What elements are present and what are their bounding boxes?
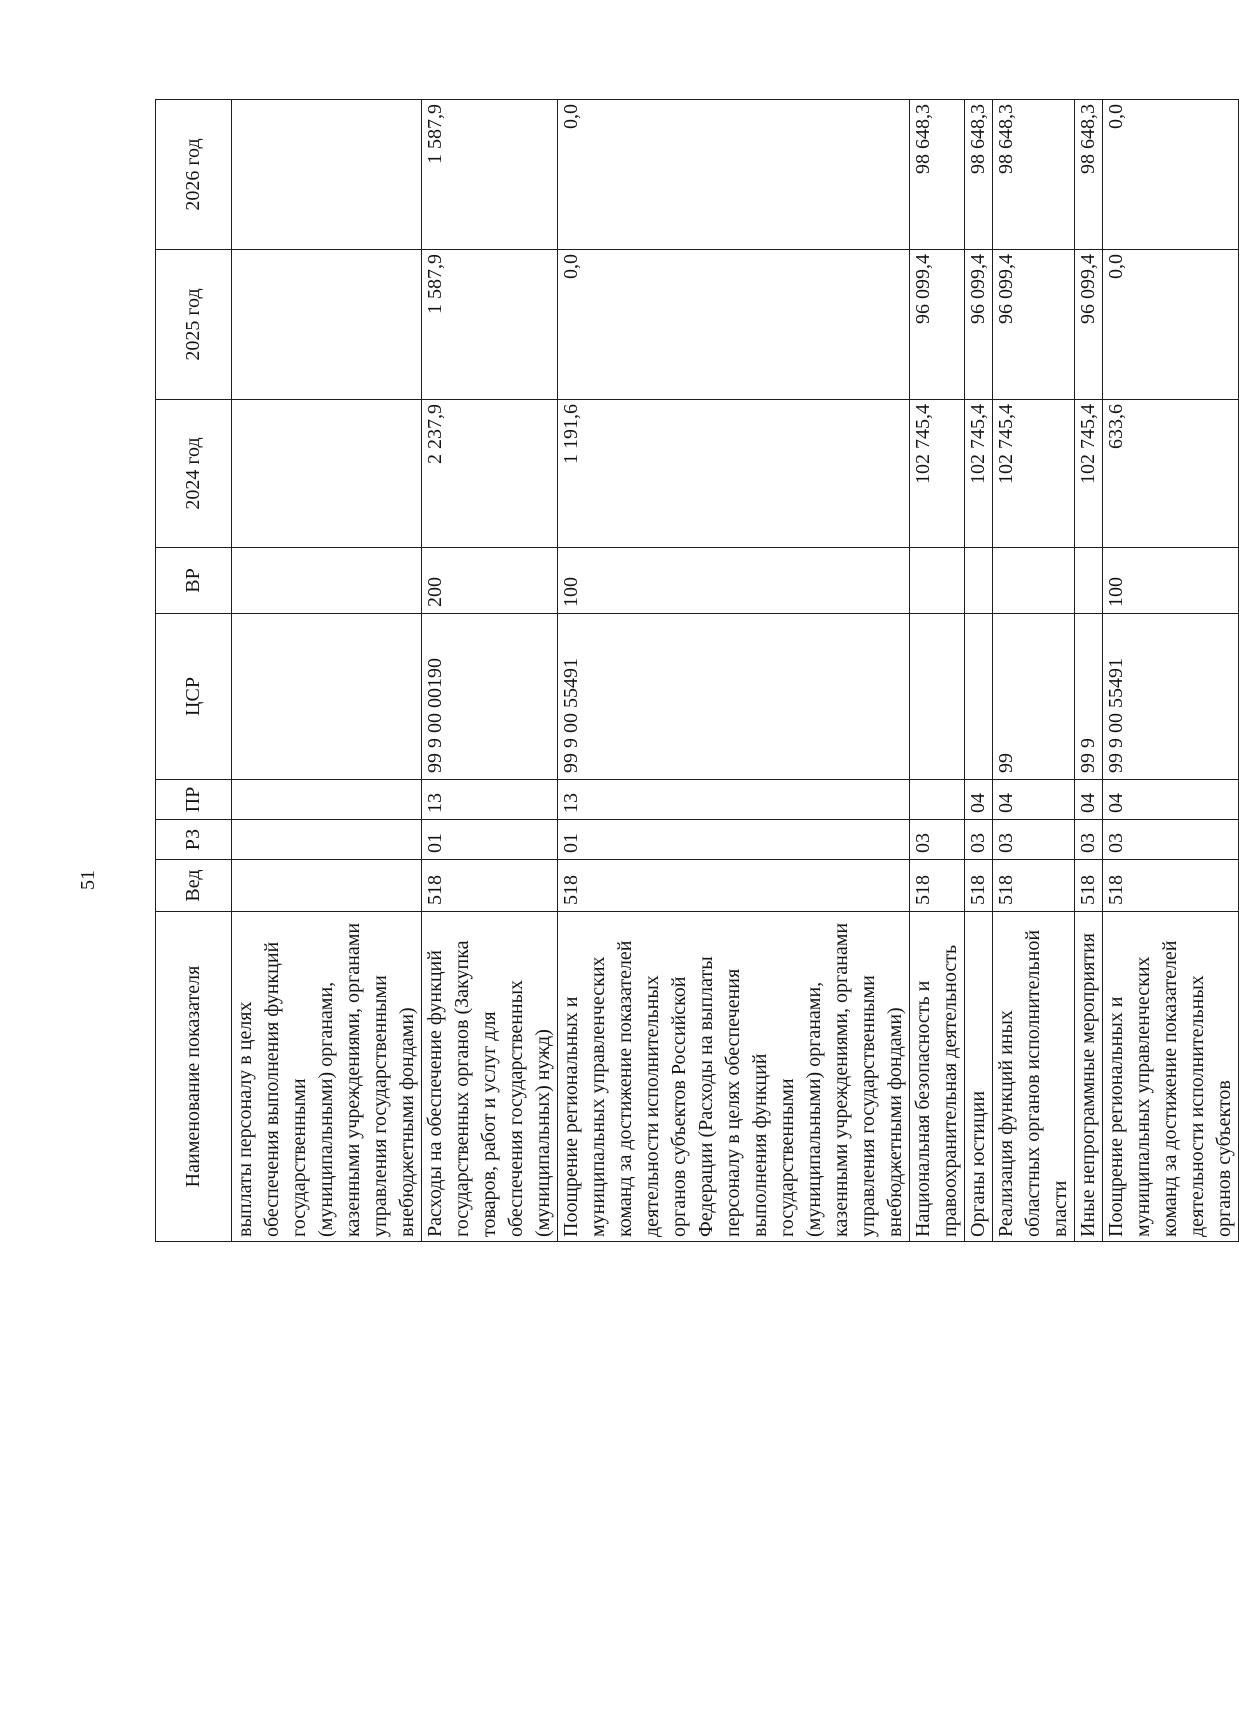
table-row <box>558 100 910 1242</box>
cell-2024: 633,6 <box>1103 400 1239 548</box>
table-header-row <box>156 100 232 1242</box>
table-row <box>1075 100 1103 1242</box>
cell-2026: 0,0 <box>1103 100 1239 250</box>
cell-pr: 04 <box>1075 780 1103 820</box>
cell-ved <box>232 860 422 912</box>
cell-csr <box>910 614 965 780</box>
cell-vr: 100 <box>1103 548 1239 614</box>
cell-pr: 13 <box>558 780 910 820</box>
header-ved: Вед <box>156 860 232 912</box>
table-row <box>232 100 422 1242</box>
cell-name: Иные непрограммные мероприятия <box>1075 912 1103 1242</box>
cell-2026 <box>232 100 422 250</box>
cell-2024: 102 745,4 <box>910 400 965 548</box>
table-row <box>1103 100 1239 1242</box>
cell-vr <box>993 548 1075 614</box>
cell-csr <box>232 614 422 780</box>
cell-2025: 1 587,9 <box>422 250 558 400</box>
budget-table <box>155 99 1239 1242</box>
cell-ved: 518 <box>993 860 1075 912</box>
cell-name: Органы юстиции <box>965 912 993 1242</box>
cell-pr: 04 <box>965 780 993 820</box>
cell-name: выплаты персоналу в целях обеспечения выполнения функций государственными (муниципальными) органами, казенными учреждениями, органами управления государственными внебюджетными фондами) <box>232 912 422 1242</box>
cell-rz <box>232 820 422 860</box>
page-number: 51 <box>77 870 99 890</box>
cell-vr <box>232 548 422 614</box>
cell-rz: 01 <box>422 820 558 860</box>
cell-rz: 03 <box>910 820 965 860</box>
table-row <box>422 100 558 1242</box>
cell-ved: 518 <box>1075 860 1103 912</box>
cell-vr <box>965 548 993 614</box>
header-csr: ЦСР <box>156 614 232 780</box>
cell-ved: 518 <box>910 860 965 912</box>
cell-2024: 102 745,4 <box>965 400 993 548</box>
rotated-table-container <box>155 100 1235 1242</box>
cell-ved: 518 <box>558 860 910 912</box>
cell-csr <box>965 614 993 780</box>
cell-pr: 04 <box>993 780 1075 820</box>
cell-2024 <box>232 400 422 548</box>
cell-2025: 96 099,4 <box>993 250 1075 400</box>
cell-pr <box>910 780 965 820</box>
cell-csr: 99 9 <box>1075 614 1103 780</box>
cell-csr: 99 9 00 00190 <box>422 614 558 780</box>
cell-2026: 98 648,3 <box>965 100 993 250</box>
cell-name: Поощрение региональных и муниципальных управленческих команд за достижение показателей деятельности исполнительных органов субъектов <box>1103 912 1239 1242</box>
cell-csr: 99 9 00 55491 <box>558 614 910 780</box>
table-row <box>965 100 993 1242</box>
cell-2026: 1 587,9 <box>422 100 558 250</box>
cell-2026: 0,0 <box>558 100 910 250</box>
cell-pr: 04 <box>1103 780 1239 820</box>
table-row <box>910 100 965 1242</box>
cell-2024: 1 191,6 <box>558 400 910 548</box>
cell-vr <box>1075 548 1103 614</box>
header-vr: ВР <box>156 548 232 614</box>
cell-2025: 96 099,4 <box>965 250 993 400</box>
cell-rz: 03 <box>965 820 993 860</box>
header-pr: ПР <box>156 780 232 820</box>
cell-name: Национальная безопасность и правоохранительная деятельность <box>910 912 965 1242</box>
cell-2026: 98 648,3 <box>1075 100 1103 250</box>
cell-ved: 518 <box>965 860 993 912</box>
cell-name: Поощрение региональных и муниципальных управленческих команд за достижение показателей деятельности исполнительных органов субъектов Российской Федерации (Расходы на выплаты персоналу в целях обеспечения выполнения функций государственными (муниципальными) органами, казенными учреждениями, органами управления государственными внебюджетными фондами) <box>558 912 910 1242</box>
cell-rz: 01 <box>558 820 910 860</box>
cell-2026: 98 648,3 <box>910 100 965 250</box>
header-name: Наименование показателя <box>156 912 232 1242</box>
header-rz: РЗ <box>156 820 232 860</box>
cell-ved: 518 <box>1103 860 1239 912</box>
header-2025: 2025 год <box>156 250 232 400</box>
cell-2026: 98 648,3 <box>993 100 1075 250</box>
cell-vr: 100 <box>558 548 910 614</box>
cell-ved: 518 <box>422 860 558 912</box>
cell-vr <box>910 548 965 614</box>
cell-name: Реализация функций иных областных органов исполнительной власти <box>993 912 1075 1242</box>
cell-rz: 03 <box>993 820 1075 860</box>
cell-2025: 96 099,4 <box>910 250 965 400</box>
cell-2024: 102 745,4 <box>1075 400 1103 548</box>
cell-2025 <box>232 250 422 400</box>
cell-2025: 96 099,4 <box>1075 250 1103 400</box>
header-2024: 2024 год <box>156 400 232 548</box>
cell-name: Расходы на обеспечение функций государственных органов (Закупка товаров, работ и услуг для обеспечения государственных (муниципальных) нужд) <box>422 912 558 1242</box>
cell-2025: 0,0 <box>558 250 910 400</box>
cell-pr <box>232 780 422 820</box>
cell-csr: 99 <box>993 614 1075 780</box>
cell-2024: 2 237,9 <box>422 400 558 548</box>
cell-csr: 99 9 00 55491 <box>1103 614 1239 780</box>
cell-rz: 03 <box>1075 820 1103 860</box>
cell-pr: 13 <box>422 780 558 820</box>
table-row <box>993 100 1075 1242</box>
cell-2024: 102 745,4 <box>993 400 1075 548</box>
header-2026: 2026 год <box>156 100 232 250</box>
cell-rz: 03 <box>1103 820 1239 860</box>
cell-vr: 200 <box>422 548 558 614</box>
cell-2025: 0,0 <box>1103 250 1239 400</box>
